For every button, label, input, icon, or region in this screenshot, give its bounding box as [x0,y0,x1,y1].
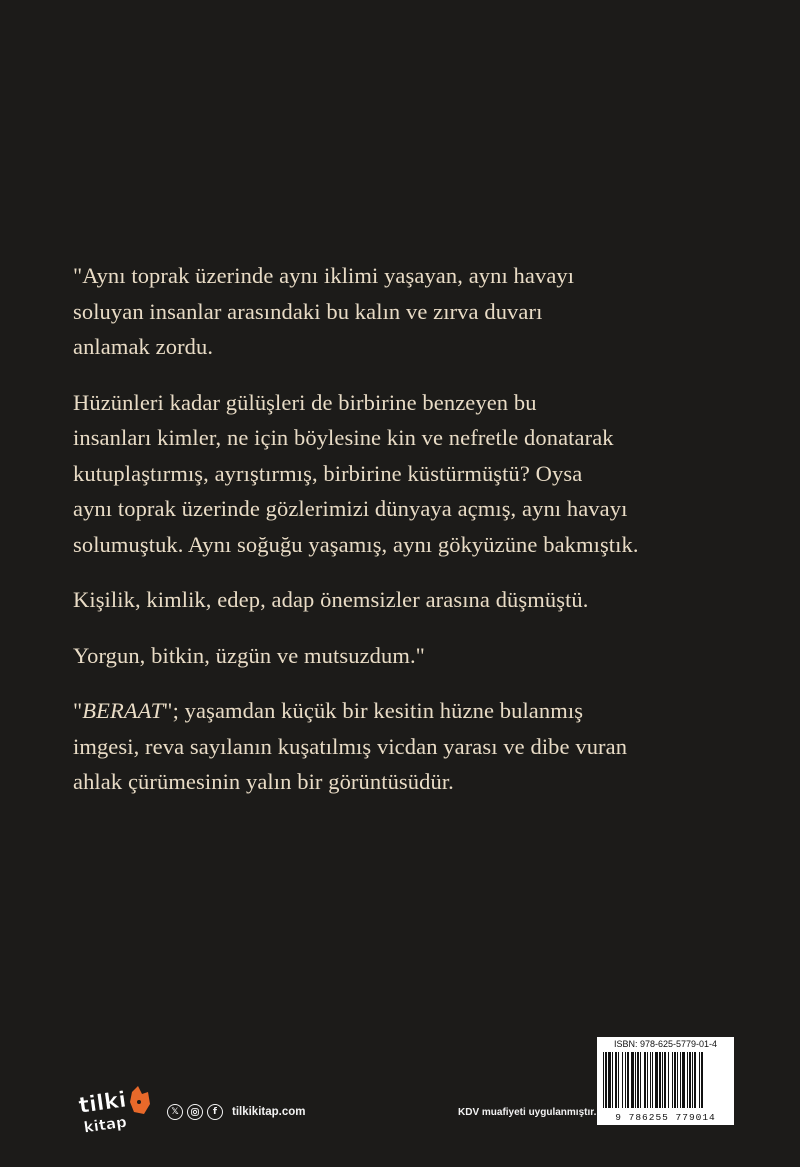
publisher-logo [76,1082,156,1142]
text-line: Yorgun, bitkin, üzgün ve mutsuzdum." [73,642,425,668]
blurb-paragraph-3 [73,582,753,618]
text-line: insanları kimler, ne için böylesine kin ve nefretle donatarak [73,425,614,450]
barcode-bar [603,1052,604,1108]
text-line: imgesi, reva sayılanın kuşatılmış vicdan yarası ve dibe vuran [73,733,628,759]
barcode-bar [612,1052,613,1108]
text-line: soluyan insanlar arasındaki bu kalın ve zırva duvarı [73,298,543,324]
website-link[interactable]: tilkikitap.com [232,1106,306,1118]
barcode-bar [625,1052,626,1108]
logo-text-bottom: kitap [82,1112,128,1137]
isbn-barcode [597,1037,734,1125]
barcode-bar [647,1052,648,1108]
barcode-bar [631,1052,634,1108]
kdv-note: KDV muafiyeti uygulanmıştır. [458,1107,597,1118]
text-line: Hüzünleri kadar gülüşleri de birbirine benzeyen bu [73,389,537,415]
barcode-bar [662,1052,663,1108]
back-cover-blurb [73,258,753,820]
x-icon[interactable]: 𝕏 [167,1104,183,1120]
quote-close: "; [163,698,179,723]
barcode-bar [622,1052,623,1108]
barcode-bar [689,1052,691,1108]
barcode-bar [664,1052,666,1108]
barcode-bar [672,1052,673,1108]
text-line: Kişilik, kimlik, edep, adap önemsizler arasına düşmüştü. [73,587,589,612]
barcode-bar [694,1052,696,1108]
barcode-bar [680,1052,681,1108]
text-line: kutuplaştırmış, ayrıştırmış, birbirine küstürmüştü? Oysa [73,460,583,486]
text-line: aynı toprak üzerinde gözlerimizi dünyaya açmış, aynı havayı [73,496,628,521]
barcode-bar [608,1052,611,1108]
barcode-bar [655,1052,658,1108]
logo-text-top: tilki [77,1087,128,1119]
barcode-bar [668,1052,669,1108]
barcode-bar [615,1052,617,1108]
quote-open: " [73,698,83,723]
fox-head-icon [130,1086,150,1114]
barcode-bar [635,1052,636,1108]
barcode-bar [674,1052,676,1108]
barcode-bar [627,1052,629,1108]
barcode-bar [692,1052,693,1108]
blurb-paragraph-4 [73,638,753,674]
facebook-icon[interactable]: f [207,1104,223,1120]
barcode-bars [603,1052,728,1108]
barcode-bar [637,1052,639,1108]
tilki-kitap-logo-icon [76,1082,156,1142]
isbn-label: ISBN: 978-625-5779-01-4 [613,1039,718,1049]
barcode-bar [605,1052,607,1108]
barcode-digits: 9 786255 779014 [615,1112,716,1123]
barcode-bar [677,1052,678,1108]
barcode-bar [687,1052,688,1108]
text-line: ahlak çürümesinin yalın bir görüntüsüdür. [73,769,454,794]
text-fragment: yaşamdan küçük bir kesitin hüzne bulanmış [178,698,584,723]
text-line [73,693,753,729]
blurb-paragraph-5 [73,693,753,800]
barcode-bar [701,1052,703,1108]
blurb-paragraph-2 [73,385,753,563]
text-line: "Aynı toprak üzerinde aynı iklimi yaşayan, aynı havayı [73,263,575,288]
barcode-bar [640,1052,641,1108]
barcode-bar [699,1052,700,1108]
fox-eye-icon [137,1100,141,1104]
barcode-bar [618,1052,619,1108]
barcode-bar [644,1052,646,1108]
social-links [167,1104,306,1120]
instagram-icon[interactable] [187,1104,203,1120]
barcode-bar [659,1052,661,1108]
barcode-bar [650,1052,651,1108]
text-line: solumuştuk. Aynı soğuğu yaşamış, aynı gökyüzüne bakmıştık. [73,531,639,557]
barcode-bar [652,1052,653,1108]
book-title: BERAAT [82,698,164,723]
barcode-bar [682,1052,685,1108]
text-line: anlamak zordu. [73,334,214,359]
blurb-paragraph-1 [73,258,753,365]
